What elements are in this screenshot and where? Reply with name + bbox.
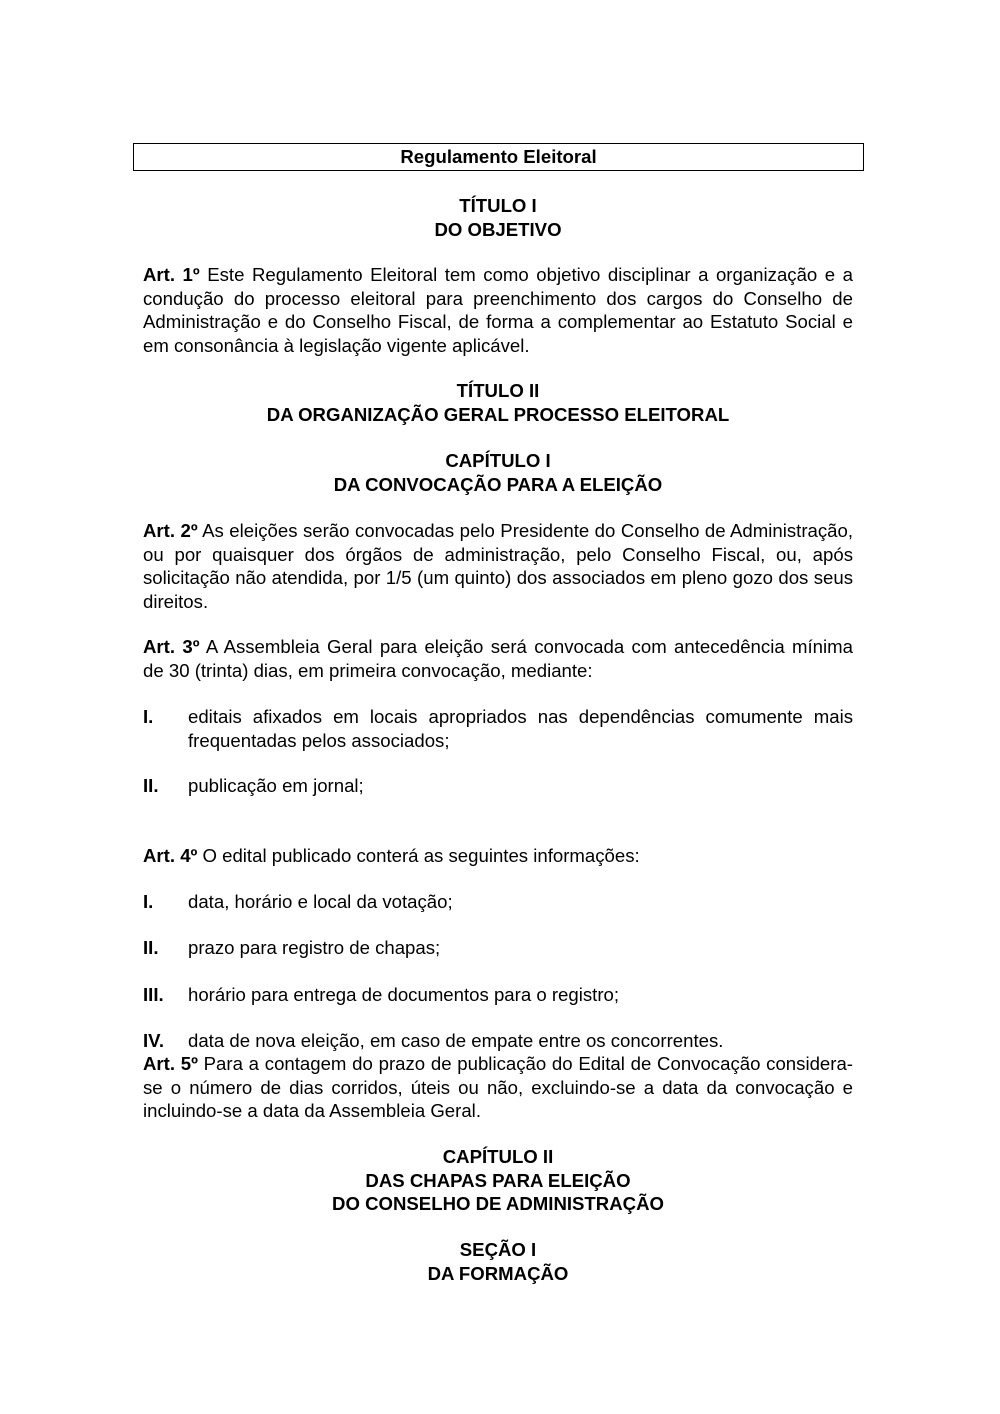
heading-name: DA FORMAÇÃO [427, 1262, 569, 1284]
item-text: data de nova eleição, em caso de empate entre os concorrentes. [188, 1030, 724, 1051]
list-item [143, 774, 853, 798]
heading-label: CAPÍTULO II [442, 1146, 554, 1167]
article-text: As eleições serão convocadas pelo Presidente do Conselho de Administração, ou por quaisquer dos órgãos de administração, pelo Conselho Fiscal, ou, após solicitação não atendida, por 1/5 (um quinto) dos associados em pleno gozo dos seus direitos. [143, 520, 853, 612]
article-4 [143, 844, 853, 868]
list-item [143, 705, 853, 752]
article-2 [143, 519, 853, 613]
heading-name: DO OBJETIVO [434, 218, 562, 240]
heading-name: DA ORGANIZAÇÃO GERAL PROCESSO ELEITORAL [266, 403, 730, 425]
article-3 [143, 635, 853, 682]
article-label: Art. 5º [143, 1053, 198, 1074]
titulo-1-heading [143, 194, 853, 241]
list-item [143, 890, 853, 914]
article-1 [143, 263, 853, 357]
article-label: Art. 2º [143, 520, 198, 541]
capitulo-1-heading [143, 449, 853, 496]
heading-label: CAPÍTULO I [445, 450, 551, 471]
item-text: horário para entrega de documentos para o registro; [188, 984, 620, 1005]
article-label: Art. 1º [143, 264, 200, 285]
heading-name: DO CONSELHO DE ADMINISTRAÇÃO [332, 1193, 664, 1215]
item-number: I. [143, 706, 154, 727]
article-text: Este Regulamento Eleitoral tem como objetivo disciplinar a organização e a condução do processo eleitoral para preenchimento dos cargos do Conselho de Administração e do Conselho Fiscal, de forma a complementar ao Estatuto Social e em consonância à legislação vigente aplicável. [143, 264, 853, 356]
heading-label: SEÇÃO I [459, 1239, 537, 1260]
article-label: Art. 4º [143, 845, 198, 866]
titulo-2-heading [143, 379, 853, 426]
item-number: II. [143, 775, 159, 796]
document-title-box: Regulamento Eleitoral [133, 143, 864, 171]
article-text: O edital publicado conterá as seguintes informações: [197, 845, 640, 866]
heading-label: TÍTULO II [456, 380, 540, 401]
item-text: prazo para registro de chapas; [188, 937, 441, 958]
article-5 [143, 1052, 853, 1123]
item-number: II. [143, 937, 159, 958]
heading-label: TÍTULO I [459, 195, 537, 216]
item-number: IV. [143, 1030, 165, 1051]
heading-name: DA CONVOCAÇÃO PARA A ELEIÇÃO [333, 473, 663, 495]
heading-name: DAS CHAPAS PARA ELEIÇÃO [365, 1169, 631, 1191]
capitulo-2-heading [143, 1145, 853, 1216]
secao-1-heading [143, 1238, 853, 1285]
item-number: III. [143, 984, 164, 1005]
item-text: data, horário e local da votação; [188, 891, 453, 912]
list-item [143, 1029, 853, 1053]
item-text: publicação em jornal; [188, 775, 364, 796]
item-number: I. [143, 891, 154, 912]
article-label: Art. 3º [143, 636, 200, 657]
article-text: A Assembleia Geral para eleição será convocada com antecedência mínima de 30 (trinta) dias, em primeira convocação, mediante: [143, 636, 853, 681]
article-text: Para a contagem do prazo de publicação do Edital de Convocação considera-se o número de dias corridos, úteis ou não, excluindo-se a data da convocação e incluindo-se a data da Assembleia Geral. [143, 1053, 853, 1122]
item-text: editais afixados em locais apropriados nas dependências comumente mais frequentadas pelos associados; [188, 706, 853, 751]
list-item [143, 936, 853, 960]
list-item [143, 983, 853, 1007]
